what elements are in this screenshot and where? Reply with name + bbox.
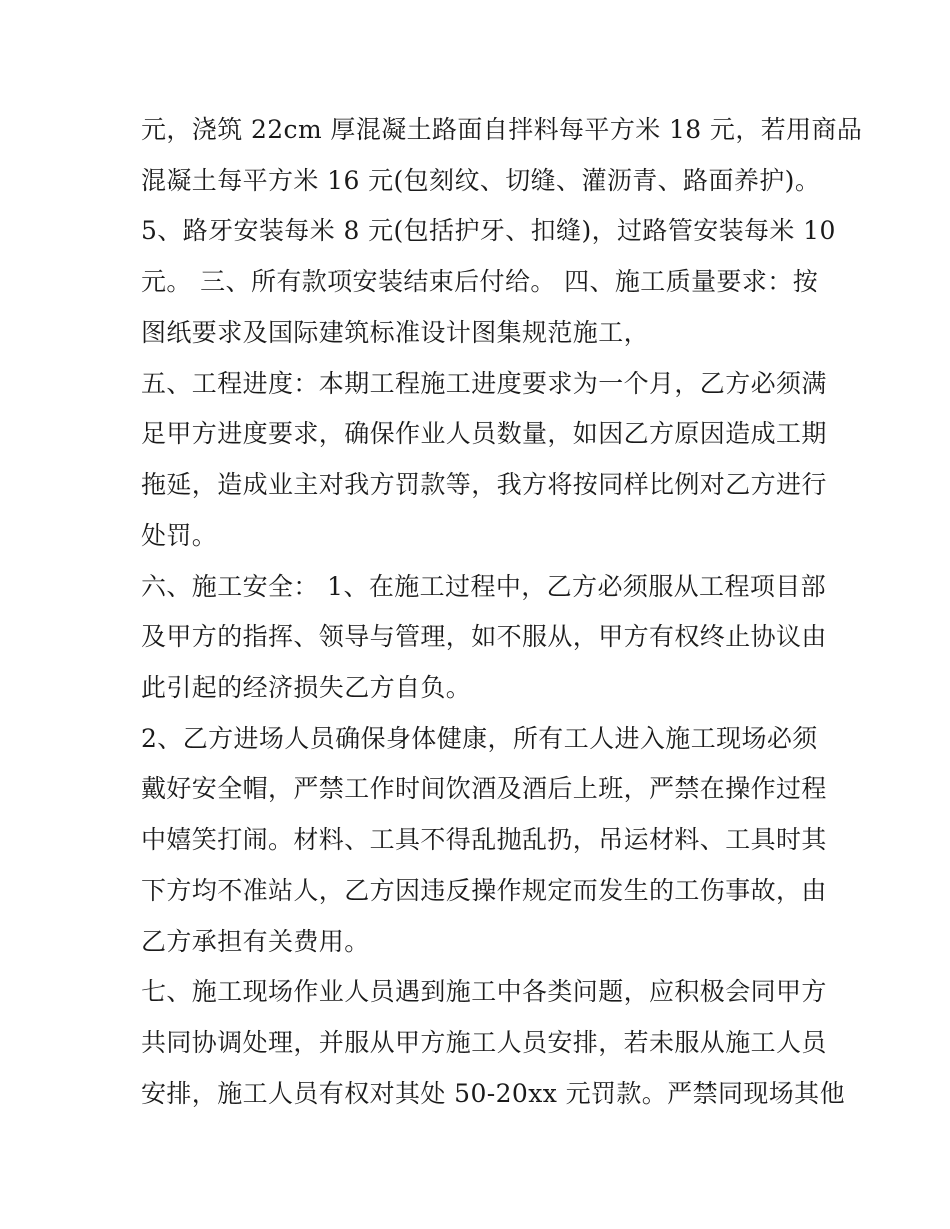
- text-line: 戴好安全帽，严禁工作时间饮酒及酒后上班，严禁在操作过程: [141, 774, 827, 803]
- text-line: 中嬉笑打闹。材料、工具不得乱抛乱扔，吊运材料、工具时其: [141, 825, 827, 854]
- text-line: 5、路牙安装每米 8 元(包括护牙、扣缝)，过路管安装每米 10: [141, 216, 836, 245]
- text-line: 下方均不准站人，乙方因违反操作规定而发生的工伤事故，由: [141, 876, 827, 905]
- text-line: 共同协调处理，并服从甲方施工人员安排，若未服从施工人员: [141, 1028, 827, 1057]
- text-line: 元，浇筑 22cm 厚混凝土路面自拌料每平方米 18 元，若用商品: [141, 115, 863, 144]
- text-line: 处罚。: [141, 521, 218, 550]
- text-line: 足甲方进度要求，确保作业人员数量，如因乙方原因造成工期: [141, 419, 827, 448]
- text-line: 混凝土每平方米 16 元(包刻纹、切缝、灌沥青、路面养护)。: [141, 166, 821, 195]
- text-line: 此引起的经济损失乙方自负。: [141, 673, 472, 702]
- text-line: 元。 三、所有款项安装结束后付给。 四、施工质量要求：按: [141, 267, 819, 296]
- text-line: 六、施工安全： 1、在施工过程中，乙方必须服从工程项目部: [141, 572, 827, 601]
- text-line: 图纸要求及国际建筑标准设计图集规范施工，: [141, 318, 650, 347]
- text-line: 七、施工现场作业人员遇到施工中各类问题，应积极会同甲方: [141, 977, 827, 1006]
- text-line: 五、工程进度：本期工程施工进度要求为一个月，乙方必须满: [141, 369, 827, 398]
- text-line: 拖延，造成业主对我方罚款等，我方将按同样比例对乙方进行: [141, 470, 827, 499]
- text-line: 乙方承担有关费用。: [141, 927, 370, 956]
- text-line: 及甲方的指挥、领导与管理，如不服从，甲方有权终止协议由: [141, 622, 827, 651]
- text-line: 2、乙方进场人员确保身体健康，所有工人进入施工现场必须: [141, 724, 818, 753]
- text-line: 安排，施工人员有权对其处 50-20xx 元罚款。严禁同现场其他: [141, 1079, 845, 1108]
